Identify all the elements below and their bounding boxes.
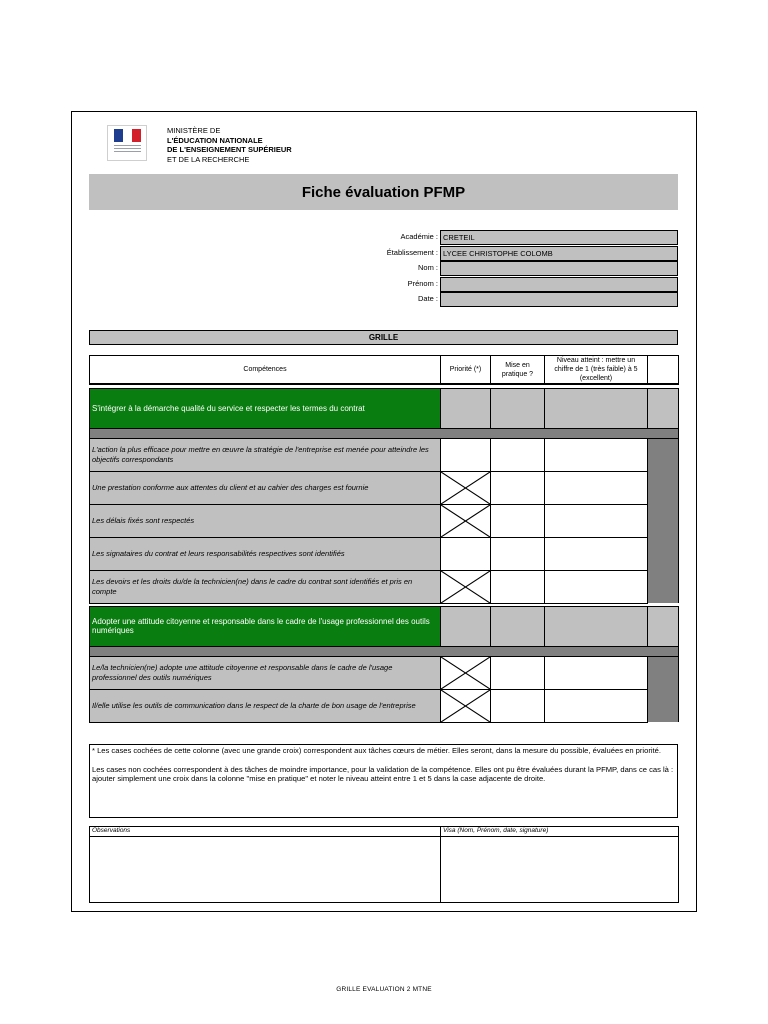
mise-en-pratique-cell[interactable] xyxy=(491,471,545,504)
cross-icon xyxy=(441,690,490,722)
niveau-cell[interactable] xyxy=(545,570,648,603)
grille-header: GRILLE xyxy=(89,330,678,345)
col-niveau: Niveau atteint : mettre un chiffre de 1 (très faible) à 5 (excellent) xyxy=(545,356,648,385)
info-row-prenom xyxy=(300,277,678,291)
note-paragraph-2: Les cases non cochées correspondent à des tâches de moindre importance, pour la validation de la compétence. Elles ont pu être évaluées durant la PFMP, dans ce cas là : ajouter simplement une croix dans la colonne "mise en pratique" et noter le niveau atteint entre 1 et 5 dans la case adjacente de droite. xyxy=(92,764,674,783)
prenom-field[interactable] xyxy=(440,277,678,292)
ministry-line-4: ET DE LA RECHERCHE xyxy=(167,154,250,164)
priority-cross-cell xyxy=(441,570,491,603)
niveau-cell[interactable] xyxy=(545,504,648,537)
table-row xyxy=(90,570,679,603)
mise-en-pratique-cell[interactable] xyxy=(491,537,545,570)
col-priorite: Priorité (*) xyxy=(441,356,491,385)
mise-en-pratique-cell[interactable] xyxy=(491,689,545,722)
cross-icon xyxy=(441,472,490,504)
section-title: S'intégrer à la démarche qualité du service et respecter les termes du contrat xyxy=(90,388,441,428)
priority-cell xyxy=(441,438,491,471)
niveau-cell[interactable] xyxy=(545,689,648,722)
niveau-cell[interactable] xyxy=(545,656,648,689)
table-row xyxy=(90,537,679,570)
info-row-date xyxy=(300,292,678,306)
priority-cross-cell xyxy=(441,689,491,722)
evaluation-grid xyxy=(89,355,679,723)
nom-field[interactable] xyxy=(440,261,678,276)
ministry-name xyxy=(167,126,292,164)
section-row xyxy=(90,388,679,428)
table-row xyxy=(90,504,679,537)
visa-label: Visa (Nom, Prénom, date, signature) xyxy=(441,827,679,837)
priority-cross-cell xyxy=(441,504,491,537)
task-label: Les devoirs et les droits du/de la technicien(ne) dans le cadre du contrat sont identifiés et pris en compte xyxy=(90,570,441,603)
task-label: Le/la technicien(ne) adopte une attitude citoyenne et responsable dans le cadre de l'usage professionnel des outils numériques xyxy=(90,656,441,689)
ministry-line-2: L'ÉDUCATION NATIONALE xyxy=(167,135,263,145)
date-field[interactable] xyxy=(440,292,678,307)
cross-icon xyxy=(441,571,490,603)
priority-note xyxy=(89,744,678,818)
republique-francaise-logo xyxy=(107,125,147,161)
grid-header-row xyxy=(90,356,679,385)
task-label: Les délais fixés sont respectés xyxy=(90,504,441,537)
task-label: Les signataires du contrat et leurs responsabilités respectives sont identifiés xyxy=(90,537,441,570)
section-title: Adopter une attitude citoyenne et responsable dans le cadre de l'usage professionnel des outils numériques xyxy=(90,606,441,646)
observations-label: Observations xyxy=(90,827,441,837)
page-title: Fiche évaluation PFMP xyxy=(89,174,678,210)
col-mise-en-pratique: Mise en pratique ? xyxy=(491,356,545,385)
section-row xyxy=(90,606,679,646)
niveau-cell[interactable] xyxy=(545,438,648,471)
ministry-line-3: DE L'ENSEIGNEMENT SUPÉRIEUR xyxy=(167,145,292,154)
info-label: Académie : xyxy=(400,232,438,241)
tricolor-flag-icon xyxy=(114,129,141,142)
mise-en-pratique-cell[interactable] xyxy=(491,438,545,471)
cross-icon xyxy=(441,505,490,537)
table-row xyxy=(90,438,679,471)
observations-field[interactable] xyxy=(90,837,441,903)
mise-en-pratique-cell[interactable] xyxy=(491,504,545,537)
cross-icon xyxy=(441,657,490,689)
priority-cell xyxy=(441,537,491,570)
table-row xyxy=(90,656,679,689)
table-row xyxy=(90,471,679,504)
task-label: Il/elle utilise les outils de communication dans le respect de la charte de bon usage de l'entreprise xyxy=(90,689,441,722)
niveau-cell[interactable] xyxy=(545,537,648,570)
ministry-line-1: MINISTÈRE DE xyxy=(167,126,221,135)
priority-cross-cell xyxy=(441,471,491,504)
observations-table xyxy=(89,826,679,903)
info-row-etablissement xyxy=(300,246,678,260)
info-label: Nom : xyxy=(417,263,438,272)
col-competences: Compétences xyxy=(90,356,441,385)
col-extra xyxy=(648,356,679,385)
info-label: Établissement : xyxy=(386,248,438,257)
etablissement-field[interactable]: LYCEE CHRISTOPHE COLOMB xyxy=(440,246,678,261)
task-label: Une prestation conforme aux attentes du client et au cahier des charges est fournie xyxy=(90,471,441,504)
info-row-academie xyxy=(300,230,678,244)
info-label: Date : xyxy=(417,294,438,303)
info-label: Prénom : xyxy=(407,279,438,288)
table-row xyxy=(90,689,679,722)
mise-en-pratique-cell[interactable] xyxy=(491,570,545,603)
info-row-nom xyxy=(300,261,678,275)
mise-en-pratique-cell[interactable] xyxy=(491,656,545,689)
academie-field[interactable]: CRETEIL xyxy=(440,230,678,245)
priority-cross-cell xyxy=(441,656,491,689)
niveau-cell[interactable] xyxy=(545,471,648,504)
note-paragraph-1: * Les cases cochées de cette colonne (avec une grande croix) correspondent aux tâches cœurs de métier. Elles seront, dans la mesure du possible, évaluées en priorité. xyxy=(92,746,661,755)
page-footer: GRILLE EVALUATION 2 MTNE xyxy=(336,986,432,993)
task-label: L'action la plus efficace pour mettre en œuvre la stratégie de l'entreprise est menée pour atteindre les objectifs correspondants xyxy=(90,438,441,471)
visa-field[interactable] xyxy=(441,837,679,903)
